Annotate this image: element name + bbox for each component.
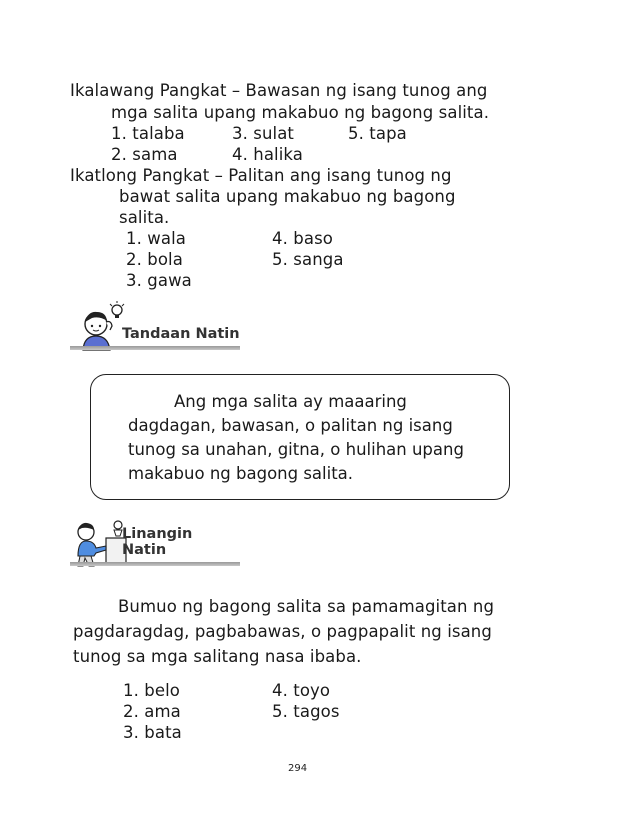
group3-heading: Ikatlong Pangkat – Palitan ang isang tunog ng	[70, 166, 452, 185]
tandaan-line-1: Ang mga salita ay maaaring	[174, 392, 407, 411]
linangin-instruction-2: pagdaragdag, pagbabawas, o pagpapalit ng isang	[73, 622, 492, 641]
linangin-banner	[70, 516, 240, 572]
group3-heading-cont1: bawat salita upang makabuo ng bagong	[119, 187, 456, 206]
tandaan-line-2: dagdagan, bawasan, o palitan ng isang	[128, 416, 453, 435]
group2-item-2: 2. sama	[111, 145, 178, 164]
group3-item-2: 2. bola	[126, 250, 183, 269]
page-number: 294	[288, 763, 308, 774]
tandaan-title: Tandaan Natin	[122, 326, 240, 342]
linangin-divider	[70, 562, 240, 566]
group2-item-4: 4. halika	[232, 145, 304, 164]
tandaan-banner	[70, 300, 240, 356]
group3-item-1: 1. wala	[126, 229, 186, 248]
linangin-item-4: 4. toyo	[272, 681, 331, 700]
group2-item-5: 5. tapa	[348, 124, 407, 143]
group2-heading: Ikalawang Pangkat – Bawasan ng isang tunog ang	[70, 81, 488, 100]
group2-item-3: 3. sulat	[232, 124, 295, 143]
linangin-title: Linangin Natin	[122, 526, 193, 558]
tandaan-line-4: makabuo ng bagong salita.	[128, 464, 354, 483]
linangin-item-2: 2. ama	[123, 702, 181, 721]
group3-heading-cont2: salita.	[119, 208, 170, 227]
group2-heading-cont: mga salita upang makabuo ng bagong salita.	[111, 103, 490, 122]
tandaan-divider	[70, 346, 240, 350]
linangin-instruction-1: Bumuo ng bagong salita sa pamamagitan ng	[118, 597, 495, 616]
tandaan-line-3: tunog sa unahan, gitna, o hulihan upang	[128, 440, 464, 459]
linangin-item-3: 3. bata	[123, 723, 182, 742]
linangin-item-5: 5. tagos	[272, 702, 340, 721]
linangin-instruction-3: tunog sa mga salitang nasa ibaba.	[73, 647, 362, 666]
group3-item-3: 3. gawa	[126, 271, 192, 290]
linangin-item-1: 1. belo	[123, 681, 180, 700]
group3-item-5: 5. sanga	[272, 250, 344, 269]
group2-item-1: 1. talaba	[111, 124, 185, 143]
group3-item-4: 4. baso	[272, 229, 333, 248]
